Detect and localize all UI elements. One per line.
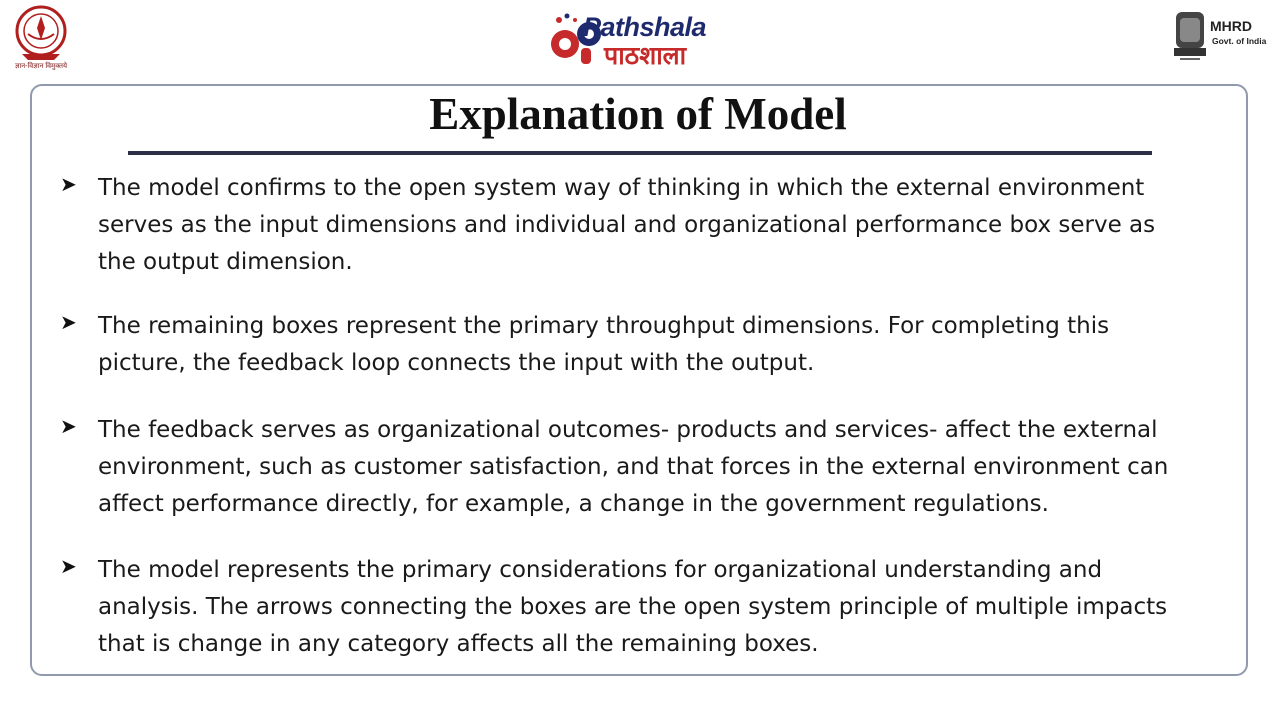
arrow-bullet-icon: ➤ [60,414,77,438]
ashoka-emblem-icon [1170,8,1210,70]
title-underline [128,151,1152,155]
header [0,0,1280,80]
bullet-text: The model confirms to the open system way of thinking in which the external environment serves as the input dimensions and individual and organizational performance box serve as the output dimension. [98,175,1156,275]
ugc-caption: ज्ञान-विज्ञान विमुक्तये [14,63,68,70]
arrow-bullet-icon: ➤ [60,310,77,334]
mhrd-title: MHRD [1210,18,1252,34]
arrow-bullet-icon: ➤ [60,172,77,196]
arrow-bullet-icon: ➤ [60,554,77,578]
epathshala-title-hi: पाठशाला [604,42,687,70]
bullet-text: The feedback serves as organizational outcomes- products and services- affect the external environment, such as customer satisfaction, and that forces in the external environment can affect performance directly, for example, a change in the government regulations. [98,417,1169,517]
bullet-text: The model represents the primary considerations for organizational understanding and analysis. The arrows connecting the boxes are the open system principle of multiple impacts that is change in any category affects all the remaining boxes. [98,557,1168,657]
mhrd-subtitle: Govt. of India [1212,36,1267,46]
bullet-text: The remaining boxes represent the primary throughput dimensions. For completing this picture, the feedback loop connects the input with the output. [98,313,1110,376]
epathshala-title-en: Pathshala [583,12,707,42]
slide-title: Explanation of Model [429,89,847,139]
